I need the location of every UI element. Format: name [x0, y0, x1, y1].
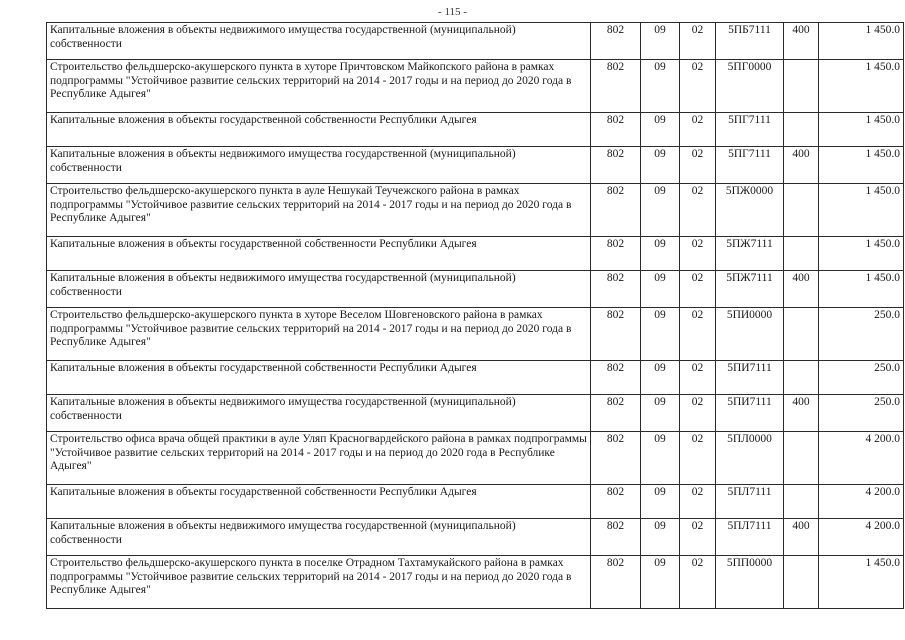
amount-cell: 1 450.0: [819, 113, 904, 147]
section-code-cell: 09: [641, 432, 680, 485]
subsection-code-cell: 02: [680, 237, 716, 271]
amount-cell: 250.0: [819, 395, 904, 432]
target-article-code-cell: 5ПЛ0000: [716, 432, 784, 485]
item-name-cell: Капитальные вложения в объекты недвижимого имущества государственной (муниципальной) собственности: [47, 519, 591, 556]
table-row: [47, 556, 904, 609]
ministry-code-cell: 802: [591, 308, 641, 361]
expense-type-code-cell: 400: [784, 519, 819, 556]
ministry-code-cell: 802: [591, 113, 641, 147]
ministry-code-cell: 802: [591, 519, 641, 556]
target-article-code-cell: 5ПГ0000: [716, 60, 784, 113]
table-row: [47, 432, 904, 485]
item-name-cell: Капитальные вложения в объекты недвижимого имущества государственной (муниципальной) собственности: [47, 395, 591, 432]
section-code-cell: 09: [641, 184, 680, 237]
amount-cell: 4 200.0: [819, 519, 904, 556]
target-article-code-cell: 5ПП0000: [716, 556, 784, 609]
section-code-cell: 09: [641, 485, 680, 519]
item-name-cell: Капитальные вложения в объекты государственной собственности Республики Адыгея: [47, 485, 591, 519]
expense-type-code-cell: [784, 308, 819, 361]
target-article-code-cell: 5ПЖ7111: [716, 237, 784, 271]
item-name-cell: Капитальные вложения в объекты государственной собственности Республики Адыгея: [47, 237, 591, 271]
section-code-cell: 09: [641, 271, 680, 308]
ministry-code-cell: 802: [591, 184, 641, 237]
item-name-cell: Строительство фельдшерско-акушерского пункта в поселке Отрадном Тахтамукайского района в рамках подпрограммы "Устойчивое развитие сельских территорий на 2014 - 2017 годы и на период до 2020 года в Республике Адыгея": [47, 556, 591, 609]
table-row: [47, 147, 904, 184]
table-row: [47, 361, 904, 395]
expense-type-code-cell: [784, 485, 819, 519]
target-article-code-cell: 5ПГ7111: [716, 147, 784, 184]
section-code-cell: 09: [641, 519, 680, 556]
section-code-cell: 09: [641, 23, 680, 60]
subsection-code-cell: 02: [680, 113, 716, 147]
amount-cell: 1 450.0: [819, 237, 904, 271]
amount-cell: 4 200.0: [819, 432, 904, 485]
item-name-cell: Строительство фельдшерско-акушерского пункта в хуторе Веселом Шовгеновского района в рамках подпрограммы "Устойчивое развитие сельских территорий на 2014 - 2017 годы и на период до 2020 года в Республике Адыгея": [47, 308, 591, 361]
expense-type-code-cell: [784, 432, 819, 485]
section-code-cell: 09: [641, 113, 680, 147]
target-article-code-cell: 5ПБ7111: [716, 23, 784, 60]
expense-type-code-cell: 400: [784, 395, 819, 432]
subsection-code-cell: 02: [680, 23, 716, 60]
expense-type-code-cell: [784, 113, 819, 147]
amount-cell: 1 450.0: [819, 60, 904, 113]
amount-cell: 250.0: [819, 361, 904, 395]
ministry-code-cell: 802: [591, 395, 641, 432]
subsection-code-cell: 02: [680, 485, 716, 519]
item-name-cell: Капитальные вложения в объекты недвижимого имущества государственной (муниципальной) собственности: [47, 23, 591, 60]
expense-type-code-cell: [784, 184, 819, 237]
section-code-cell: 09: [641, 361, 680, 395]
target-article-code-cell: 5ПИ0000: [716, 308, 784, 361]
amount-cell: 250.0: [819, 308, 904, 361]
budget-table: [46, 22, 904, 609]
subsection-code-cell: 02: [680, 271, 716, 308]
target-article-code-cell: 5ПЖ7111: [716, 271, 784, 308]
item-name-cell: Строительство фельдшерско-акушерского пункта в хуторе Причтовском Майкопского района в рамках подпрограммы "Устойчивое развитие сельских территорий на 2014 - 2017 годы и на период до 2020 года в Республике Адыгея": [47, 60, 591, 113]
item-name-cell: Капитальные вложения в объекты недвижимого имущества государственной (муниципальной) собственности: [47, 271, 591, 308]
ministry-code-cell: 802: [591, 485, 641, 519]
ministry-code-cell: 802: [591, 432, 641, 485]
ministry-code-cell: 802: [591, 556, 641, 609]
table-row: [47, 184, 904, 237]
ministry-code-cell: 802: [591, 271, 641, 308]
table-row: [47, 271, 904, 308]
ministry-code-cell: 802: [591, 60, 641, 113]
amount-cell: 4 200.0: [819, 485, 904, 519]
item-name-cell: Строительство офиса врача общей практики в ауле Уляп Красногвардейского района в рамках подпрограммы "Устойчивое развитие сельских территорий на 2014 - 2017 годы и на период до 2020 года в Республике Адыгея": [47, 432, 591, 485]
item-name-cell: Капитальные вложения в объекты недвижимого имущества государственной (муниципальной) собственности: [47, 147, 591, 184]
page-number: - 115 -: [438, 6, 467, 18]
expense-type-code-cell: [784, 60, 819, 113]
expense-type-code-cell: 400: [784, 271, 819, 308]
section-code-cell: 09: [641, 60, 680, 113]
subsection-code-cell: 02: [680, 519, 716, 556]
table-row: [47, 113, 904, 147]
target-article-code-cell: 5ПГ7111: [716, 113, 784, 147]
amount-cell: 1 450.0: [819, 147, 904, 184]
ministry-code-cell: 802: [591, 361, 641, 395]
amount-cell: 1 450.0: [819, 556, 904, 609]
table-row: [47, 519, 904, 556]
table-body: [47, 23, 904, 609]
section-code-cell: 09: [641, 556, 680, 609]
section-code-cell: 09: [641, 395, 680, 432]
ministry-code-cell: 802: [591, 147, 641, 184]
target-article-code-cell: 5ПЛ7111: [716, 519, 784, 556]
amount-cell: 1 450.0: [819, 23, 904, 60]
expense-type-code-cell: 400: [784, 147, 819, 184]
subsection-code-cell: 02: [680, 147, 716, 184]
target-article-code-cell: 5ПЖ0000: [716, 184, 784, 237]
expense-type-code-cell: [784, 237, 819, 271]
target-article-code-cell: 5ПЛ7111: [716, 485, 784, 519]
expense-type-code-cell: 400: [784, 23, 819, 60]
table-row: [47, 395, 904, 432]
item-name-cell: Строительство фельдшерско-акушерского пункта в ауле Нешукай Теучежского района в рамках подпрограммы "Устойчивое развитие сельских территорий на 2014 - 2017 годы и на период до 2020 года в Республике Адыгея": [47, 184, 591, 237]
subsection-code-cell: 02: [680, 556, 716, 609]
item-name-cell: Капитальные вложения в объекты государственной собственности Республики Адыгея: [47, 361, 591, 395]
section-code-cell: 09: [641, 147, 680, 184]
section-code-cell: 09: [641, 308, 680, 361]
ministry-code-cell: 802: [591, 23, 641, 60]
table-row: [47, 237, 904, 271]
table-row: [47, 60, 904, 113]
subsection-code-cell: 02: [680, 60, 716, 113]
table-row: [47, 23, 904, 60]
section-code-cell: 09: [641, 237, 680, 271]
subsection-code-cell: 02: [680, 184, 716, 237]
subsection-code-cell: 02: [680, 361, 716, 395]
table-row: [47, 485, 904, 519]
expense-type-code-cell: [784, 556, 819, 609]
table-row: [47, 308, 904, 361]
amount-cell: 1 450.0: [819, 184, 904, 237]
target-article-code-cell: 5ПИ7111: [716, 361, 784, 395]
target-article-code-cell: 5ПИ7111: [716, 395, 784, 432]
subsection-code-cell: 02: [680, 395, 716, 432]
ministry-code-cell: 802: [591, 237, 641, 271]
amount-cell: 1 450.0: [819, 271, 904, 308]
subsection-code-cell: 02: [680, 432, 716, 485]
expense-type-code-cell: [784, 361, 819, 395]
subsection-code-cell: 02: [680, 308, 716, 361]
item-name-cell: Капитальные вложения в объекты государственной собственности Республики Адыгея: [47, 113, 591, 147]
